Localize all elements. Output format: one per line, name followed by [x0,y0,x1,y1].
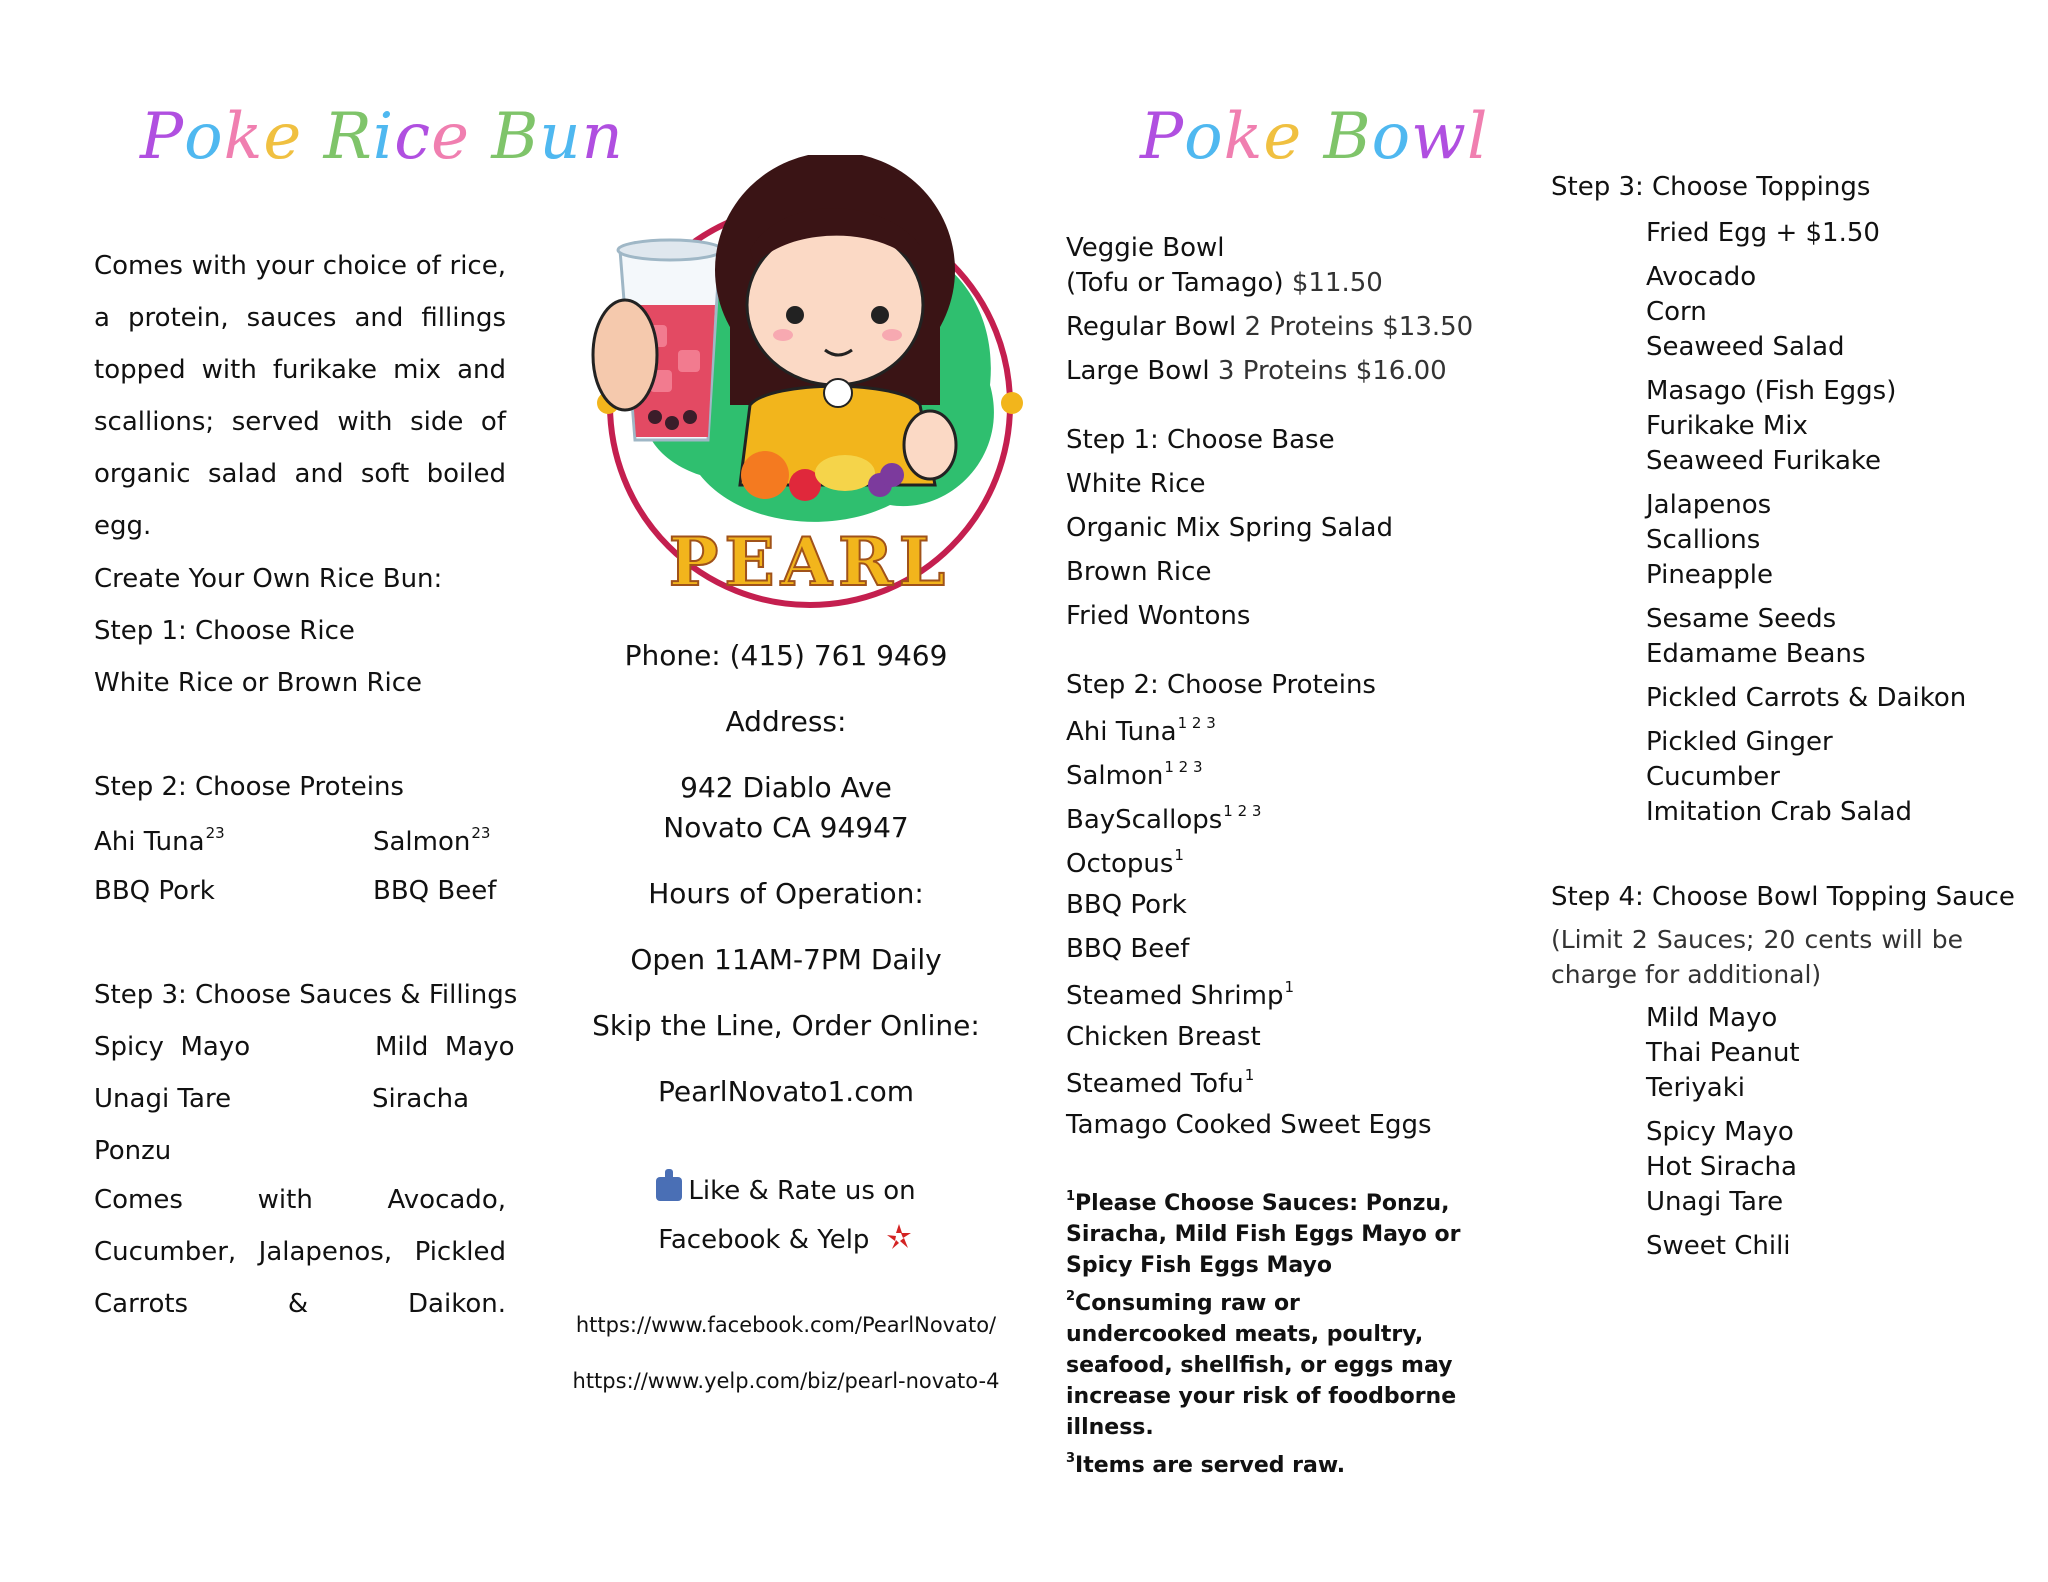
title-letter: k [223,100,264,174]
sauce-item: Hot Siracha [1646,1152,1797,1182]
like-rate-line1: Like & Rate us on [566,1176,1006,1206]
topping-item: Avocado [1646,262,1757,292]
bowl-protein-item: BBQ Pork [1066,890,1187,920]
bowl-protein-item: BayScallops$^{1 2 3}$ [1066,802,1262,835]
topping-item: Pineapple [1646,560,1773,590]
bowl-base-item: Fried Wontons [1066,601,1251,631]
rice-sauce-item: Siracha [372,1084,470,1114]
topping-item: Seaweed Furikake [1646,446,1882,476]
title-letter: w [1411,100,1467,174]
like-rate-line2: Facebook & Yelp [566,1222,1006,1255]
bowl-size-large: Large Bowl 3 Proteins $16.00 [1066,356,1447,386]
hours: Open 11AM-7PM Daily [630,943,942,976]
title-letter: e [263,100,303,174]
rice-step2-heading: Step 2: Choose Proteins [94,772,404,802]
bowl-step2-heading: Step 2: Choose Proteins [1066,670,1376,700]
topping-item: Corn [1646,297,1707,327]
toppings-heading: Step 3: Choose Toppings [1551,172,1871,202]
topping-item: Imitation Crab Salad [1646,797,1913,827]
bowl-protein-item: Steamed Tofu$^1$ [1066,1066,1255,1099]
topping-group [1646,681,1966,716]
title-letter: o [1184,100,1224,174]
topping-item: Scallions [1646,525,1761,555]
topping-item: Fried Egg + $1.50 [1646,218,1880,248]
title-letter: n [581,100,624,174]
address-line2: Novato CA 94947 [663,811,909,844]
bowl-size-veggie: Veggie Bowl [1066,233,1225,263]
sauce-item: Unagi Tare [1646,1187,1784,1217]
bowl-size-regular: Regular Bowl 2 Proteins $13.50 [1066,312,1474,342]
title-letter: o [184,100,224,174]
bowl-protein-item: Chicken Breast [1066,1022,1261,1052]
bowl-step1-heading: Step 1: Choose Base [1066,425,1335,455]
sauce-item: Mild Mayo [1646,1003,1778,1033]
thumbs-up-icon [656,1177,682,1201]
create-heading: Create Your Own Rice Bun: [94,564,443,594]
logo-text: PEARL [668,523,952,601]
title-letter: B [1323,100,1372,174]
pearl-logo [590,155,1030,615]
bowl-protein-item: Tamago Cooked Sweet Eggs [1066,1110,1432,1140]
title-letter [470,100,491,174]
sauce-list [1646,1001,1800,1264]
order-online-label: Skip the Line, Order Online: [592,1009,980,1042]
yelp-url[interactable]: https://www.yelp.com/biz/pearl-novato-4 [572,1369,1000,1393]
footnote-2: $^2$Consuming raw or undercooked meats, poultry, seafood, shellfish, or eggs may increase your risk of foodborne illness. [1066,1289,1457,1440]
topping-item: Cucumber [1646,762,1780,792]
topping-item: Masago (Fish Eggs) [1646,376,1897,406]
rice-sauce-item: Mild Mayo [375,1032,515,1062]
phone: Phone: (415) 761 9469 [624,639,948,672]
title-letter: l [1466,100,1489,174]
title-letter: e [1263,100,1303,174]
sauce-group [1646,1229,1800,1264]
rice-fillings-text: Comes with Avocado, Cucumber, Jalapenos, Pickled Carrots & Daikon. [94,1185,506,1319]
rice-sauce-item: Unagi Tare [94,1084,232,1114]
topping-item: Furikake Mix [1646,411,1808,441]
title-letter: k [1223,100,1264,174]
sauce-item: Sweet Chili [1646,1231,1791,1261]
title-letter: o [1371,100,1412,174]
title-letter: c [394,100,432,174]
rice-protein-item: BBQ Beef [373,876,497,906]
topping-group [1646,216,1966,251]
bowl-protein-item: Octopus$^1$ [1066,846,1184,879]
title-letter [302,100,323,174]
rice-protein-item: Salmon$^{23}$ [373,824,491,857]
bowl-base-item: Organic Mix Spring Salad [1066,513,1393,543]
bowl-protein-item: Salmon$^{1 2 3}$ [1066,758,1203,791]
address-label: Address: [725,705,847,738]
website-link[interactable]: PearlNovato1.com [658,1075,914,1108]
sauce-item: Thai Peanut [1646,1038,1800,1068]
title-letter: P [140,100,185,174]
rice-step1-heading: Step 1: Choose Rice [94,616,355,646]
title-letter: B [491,100,540,174]
topping-item: Pickled Ginger [1646,727,1833,757]
address-line1: 942 Diablo Ave [680,771,892,804]
sauce-group [1646,1115,1800,1220]
footnote-1: $^1$Please Choose Sauces: Ponzu, Siracha, Mild Fish Eggs Mayo or Spicy Fish Eggs Mayo [1066,1189,1461,1278]
topping-item: Seaweed Salad [1646,332,1845,362]
rice-protein-item: BBQ Pork [94,876,215,906]
title-letter [1302,100,1323,174]
topping-item: Jalapenos [1646,490,1772,520]
topping-group [1646,374,1966,479]
title-letter: R [323,100,373,174]
yelp-icon [884,1222,914,1252]
sauce-item: Teriyaki [1646,1073,1745,1103]
bowl-protein-item: Steamed Shrimp$^1$ [1066,978,1294,1011]
pearl-logo-graphic [590,155,1030,615]
topping-group [1646,260,1966,365]
footnote-3: $^3$Items are served raw. [1066,1451,1346,1478]
title-letter: u [539,100,582,174]
topping-group [1646,725,1966,830]
rice-bun-title [140,100,624,174]
title-letter: P [1140,100,1185,174]
poke-bowl-title [1140,100,1488,174]
sauce-group [1646,1001,1800,1106]
bowl-base-item: White Rice [1066,469,1206,499]
topping-item: Pickled Carrots & Daikon [1646,683,1967,713]
bowl-base-item: Brown Rice [1066,557,1212,587]
rice-step1-text: White Rice or Brown Rice [94,668,423,698]
sauce-limit-note: (Limit 2 Sauces; 20 cents will be charge for additional) [1551,925,1963,989]
bowl-protein-item: BBQ Beef [1066,934,1190,964]
topping-group [1646,488,1966,593]
bowl-protein-item: Ahi Tuna$^{1 2 3}$ [1066,714,1216,747]
topping-item: Sesame Seeds [1646,604,1837,634]
bowl-size-veggie-detail: (Tofu or Tamago) $11.50 [1066,268,1383,298]
topping-item: Edamame Beans [1646,639,1866,669]
title-letter: i [372,100,395,174]
rice-sauce-item: Spicy Mayo [94,1032,251,1062]
title-letter: e [431,100,470,174]
toppings-list [1646,216,1966,830]
rice-step3-heading: Step 3: Choose Sauces & Fillings [94,980,518,1010]
footnotes [1066,1181,1466,1481]
rice-sauce-item: Ponzu [94,1136,172,1166]
topping-group [1646,602,1966,672]
rice-protein-item: Ahi Tuna$^{23}$ [94,824,225,857]
sauce-heading: Step 4: Choose Bowl Topping Sauce [1551,882,2015,912]
hours-label: Hours of Operation: [648,877,924,910]
facebook-url[interactable]: https://www.facebook.com/PearlNovato/ [575,1313,997,1337]
sauce-item: Spicy Mayo [1646,1117,1794,1147]
rice-bun-description: Comes with your choice of rice, a protein, sauces and fillings topped with furikake mix and scallions; served with side of organic salad and soft boiled egg. [94,251,506,541]
